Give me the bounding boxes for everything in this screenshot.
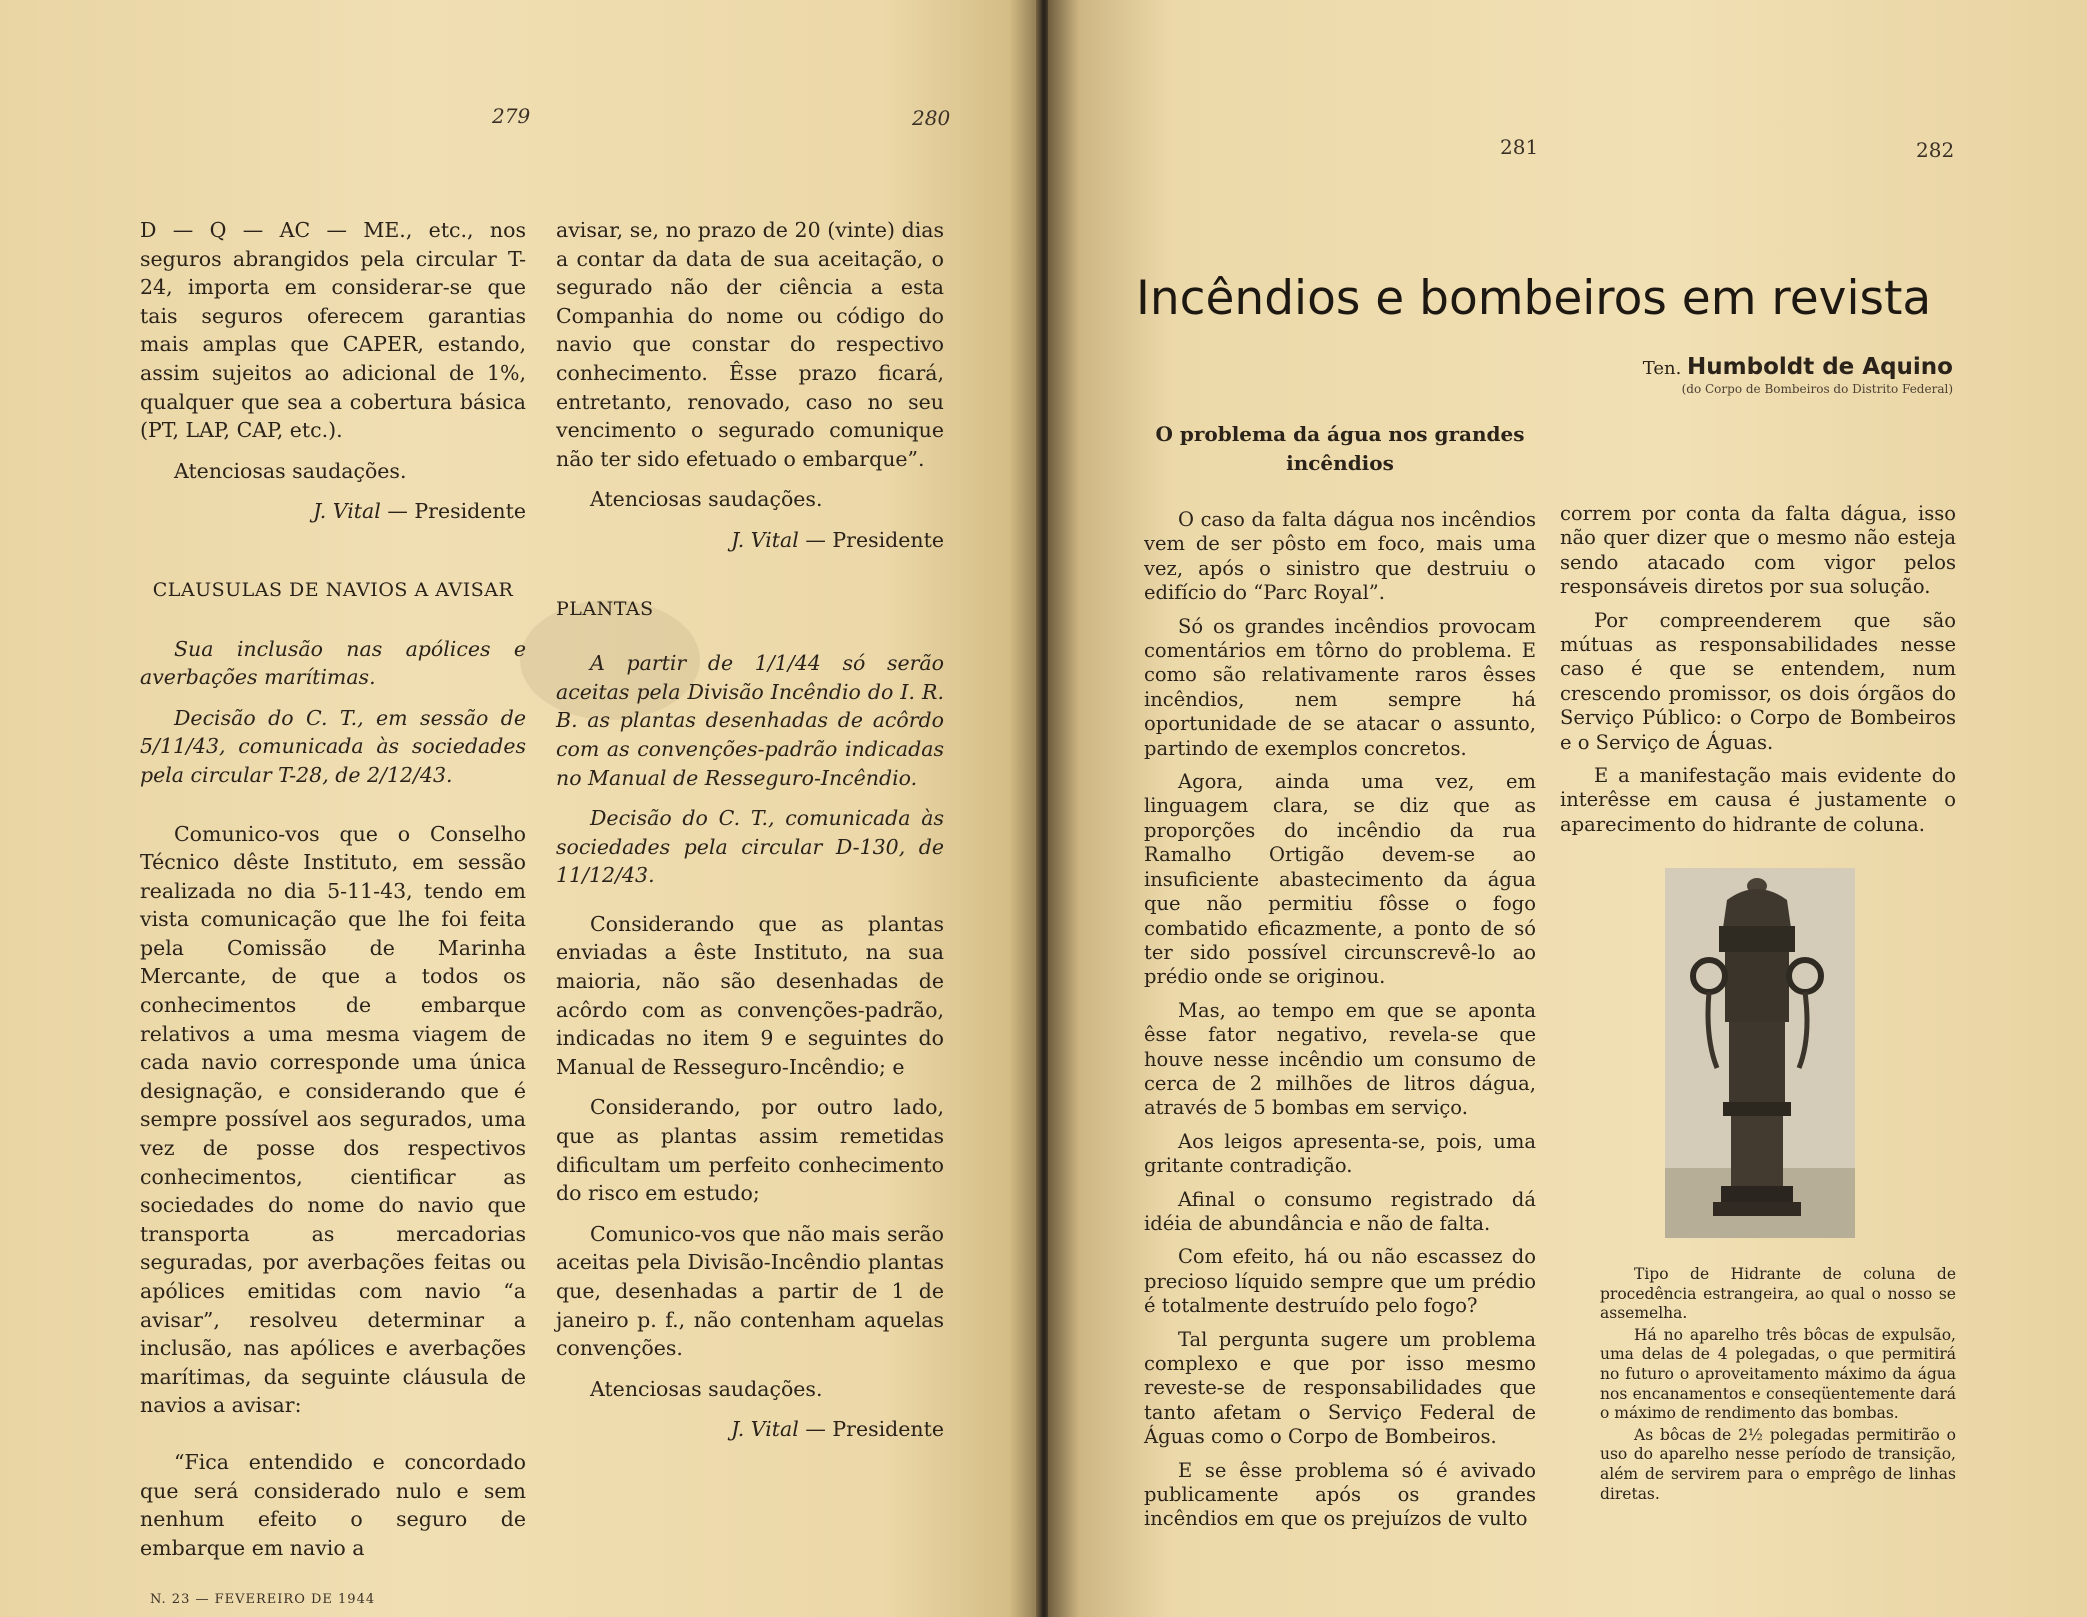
signature-name: J. Vital — [313, 499, 381, 524]
left-page-spread — [0, 0, 1040, 1617]
greeting: Atenciosas saudações. — [174, 458, 407, 483]
signature-name: J. Vital — [731, 527, 799, 552]
clause-quote: “Fica entendido e concordado que será considerado nulo e sem nenhum efeito o seguro de embarque em navio a — [140, 1449, 526, 1560]
page-number-279: 279 — [492, 104, 531, 128]
article-paragraph: Agora, ainda uma vez, em linguagem clara, se diz que as proporções do incêndio da rua Ramalho Ortigão devem-se ao insuficiente abastecimento da água que não permitiu fôsse o fogo combatido eficazmente, a ponto de só ter sido possível circunscrevê-lo ao prédio onde se originou. — [1144, 770, 1536, 989]
section-decision: Decisão do C. T., em sessão de 5/11/43, comunicada às sociedades pela circular T-28, de 2/12/43. — [140, 705, 526, 787]
section-intro: Sua inclusão nas apólices e averbações marítimas. — [140, 636, 526, 690]
paragraph-caper: D — Q — AC — ME., etc., nos seguros abrangidos pela circular T-24, importa em considerar-se que tais seguros oferecem garantias mais amplas que CAPER, estando, assim sujeitos ao adicional de 1%, qualquer que sea a cobertura básica (PT, LAP, CAP, etc.). — [140, 218, 526, 443]
signature — [140, 497, 526, 526]
article-paragraph: E se êsse problema só é avivado publicamente após os grandes incêndios em que os prejuízos de vulto — [1144, 1458, 1536, 1531]
hydrant-illustration — [1665, 868, 1855, 1238]
article-paragraph: Mas, ao tempo em que se aponta êsse fator negativo, revela-se que houve nesse incêndio um consumo de cerca de 2 milhões de litros dágua, através de 5 bombas em serviço. — [1144, 998, 1536, 1120]
author-rank: Ten. — [1642, 358, 1688, 379]
signature-role: — Presidente — [380, 499, 526, 524]
signature-name: J. Vital — [731, 1417, 799, 1442]
article-paragraph: O caso da falta dágua nos incêndios vem de ser pôsto em foco, mais uma vez, após o sinistro que destruiu o edifício do “Parc Royal”. — [1144, 508, 1536, 605]
left-column-1 — [140, 216, 526, 1574]
paragraph-clause-continued: avisar, se, no prazo de 20 (vinte) dias a contar da data de sua aceitação, o segurado não der ciência a esta Companhia do nome ou código do navio que constar do respectivo conhecimento. Êsse prazo ficará, entretanto, renovado, caso no seu vencimento o segurado comunique não ter sido efetuado o embarque”. — [556, 218, 944, 471]
article-paragraph: correm por conta da falta dágua, isso não quer dizer que o mesmo não esteja sendo atacado com vigor pelos responsáveis diretos por sua solução. — [1560, 502, 1956, 599]
article-paragraph: Com efeito, há ou não escassez do precioso líquido sempre que um prédio é totalmente destruído pelo fogo? — [1144, 1245, 1536, 1318]
greeting: Atenciosas saudações. — [590, 1376, 823, 1401]
hydrant-photo — [1665, 868, 1855, 1238]
paragraph-considerando-1: Considerando que as plantas enviadas a êste Instituto, na sua maioria, não são desenhadas de acôrdo com as convenções-padrão, indicadas no item 9 e seguintes do Manual de Resseguro-Incêndio; e — [556, 911, 944, 1079]
page-number-281: 281 — [1500, 135, 1539, 159]
article-subheading: O problema da água nos grandes incêndios — [1155, 422, 1525, 475]
issue-footer: N. 23 — FEVEREIRO DE 1944 — [150, 1592, 376, 1607]
signature-role: — Presidente — [798, 527, 944, 552]
article-paragraph: Tal pergunta sugere um problema complexo e que por isso mesmo reveste-se de responsabilidades que tanto afetam o Serviço Federal de Águas como o Corpo de Bombeiros. — [1144, 1327, 1536, 1449]
page-number-282: 282 — [1916, 138, 1955, 162]
section-intro: A partir de 1/1/44 só serão aceitas pela Divisão Incêndio do I. R. B. as plantas desenhadas de acôrdo com as convenções-padrão indicadas no Manual de Resseguro-Incêndio. — [556, 651, 944, 790]
article-paragraph: Afinal o consumo registrado dá idéia de abundância e não de falta. — [1144, 1187, 1536, 1235]
caption-paragraph: Há no aparelho três bôcas de expulsão, uma delas de 4 polegadas, o que permitirá no futuro o aproveitamento máximo da água nos encanamentos e conseqüentemente dará o máximo de rendimento das bombas. — [1600, 1325, 1956, 1423]
article-column-2 — [1560, 502, 1956, 846]
section-heading-plantas: PLANTAS — [556, 597, 654, 620]
photo-caption — [1600, 1265, 1956, 1506]
section-decision: Decisão do C. T., comunicada às sociedades pela circular D-130, de 11/12/43. — [556, 806, 944, 888]
article-paragraph: Por compreenderem que são mútuas as responsabilidades nesse caso é que se entendem, num crescendo promissor, os dois órgãos do Serviço Público: o Corpo de Bombeiros e o Serviço de Águas. — [1560, 608, 1956, 754]
signature-role: — Presidente — [798, 1417, 944, 1442]
greeting: Atenciosas saudações. — [590, 487, 823, 512]
article-byline — [1643, 354, 1953, 396]
paragraph-considerando-2: Considerando, por outro lado, que as plantas assim remetidas dificultam um perfeito conhecimento do risco em estudo; — [556, 1095, 944, 1206]
signature — [556, 1415, 944, 1444]
article-paragraph: Só os grandes incêndios provocam comentários em tôrno do problema. E como são relativamente raros êsses incêndios, nem sempre há oportunidade de se atacar o assunto, partindo de exemplos concretos. — [1144, 614, 1536, 760]
caption-title: Tipo de Hidrante de coluna de procedência estrangeira, ao qual o nosso se assemelha. — [1600, 1265, 1956, 1323]
caption-paragraph: As bôcas de 2½ polegadas permitirão o uso do aparelho nesse período de transição, além de servirem para o emprêgo de linhas diretas. — [1600, 1425, 1956, 1503]
section-heading-navios: CLAUSULAS DE NAVIOS A AVISAR — [152, 578, 514, 601]
paragraph-comunico: Comunico-vos que não mais serão aceitas pela Divisão-Incêndio plantas que, desenhadas a partir de 1 de janeiro p. f., não contenham aquelas convenções. — [556, 1221, 944, 1361]
article-column-1 — [1144, 508, 1536, 1541]
article-paragraph: E a manifestação mais evidente do interêsse em causa é justamente o aparecimento do hidrante de coluna. — [1560, 764, 1956, 836]
page-number-280: 280 — [912, 106, 951, 130]
article-title: Incêndios e bombeiros em revista — [1136, 271, 1932, 327]
author-name: Humboldt de Aquino — [1687, 354, 1953, 380]
left-column-2 — [556, 216, 944, 1456]
signature — [556, 526, 944, 555]
section-body: Comunico-vos que o Conselho Técnico dêste Instituto, em sessão realizada no dia 5-11-43, tendo em vista comunicação que lhe foi feita pela Comissão de Marinha Mercante, de que a todos os conhecimentos de embarque relativos a uma mesma viagem de cada navio corresponde uma única designação, e considerando que é sempre possível aos segurados, uma vez de posse dos respectivos conhecimentos, cientificar as sociedades do nome do navio que transporta as mercadorias seguradas, por averbações feitas ou apólices emitidas com navio “a avisar”, resolveu determinar a inclusão, nas apólices e averbações marítimas, da seguinte cláusula de navios a avisar: — [140, 821, 526, 1418]
article-paragraph: Aos leigos apresenta-se, pois, uma gritante contradição. — [1144, 1129, 1536, 1178]
author-affiliation: (do Corpo de Bombeiros do Distrito Federal) — [1681, 382, 1953, 396]
